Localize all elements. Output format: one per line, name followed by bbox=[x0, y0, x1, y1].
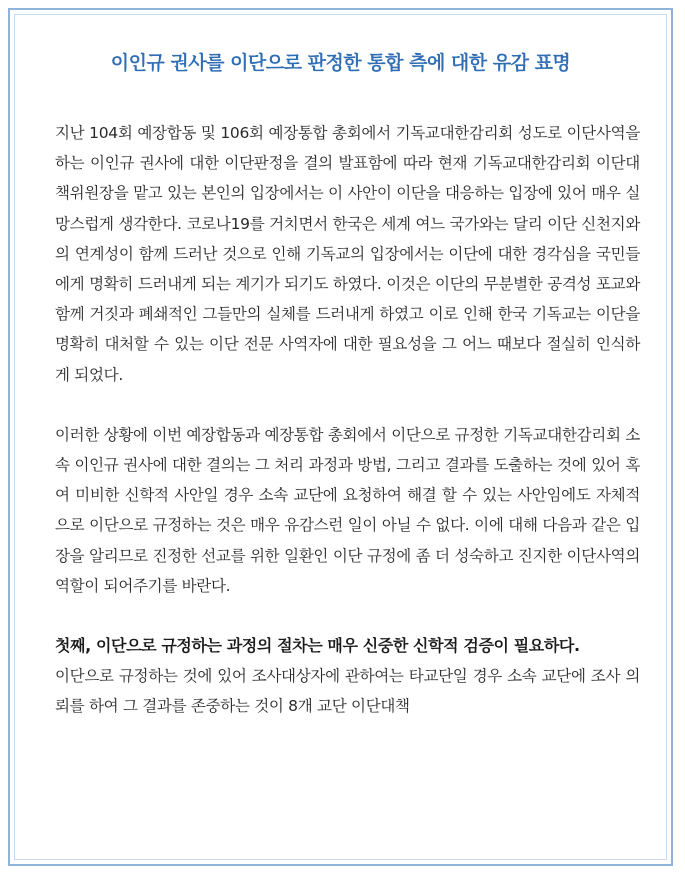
paragraph-2: 이러한 상황에 이번 예장합동과 예장통합 총회에서 이단으로 규정한 기독교대한감리회 소속 이인규 권사에 대한 결의는 그 처리 과정과 방법, 그리고 결과를 도출하는 것에 있어 혹여 미비한 신학적 사안일 경우 소속 교단에 요청하여 해결 할 수 있는 사안임에도 자체적으로 이단으로 규정하는 것은 매우 유감스런 일이 아닐 수 없다. 이에 대해 다음과 같은 입장을 알리므로 진정한 선교를 위한 일환인 이단 규정에 좀 더 성숙하고 진지한 이단사역의 역할이 되어주기를 바란다. bbox=[55, 425, 640, 595]
article-frame bbox=[8, 8, 673, 866]
paragraph-1: 지난 104회 예장합동 및 106회 예장통합 총회에서 기독교대한감리회 성도로 이단사역을 하는 이인규 권사에 대한 이단판정을 결의 발표함에 따라 현재 기독교대한감리회 이단대책위원장을 맡고 있는 본인의 입장에서는 이 사안이 이단을 대응하는 입장에 있어 매우 실망스럽게 생각한다. 코로나19를 거치면서 한국은 세계 여느 국가와는 달리 이단 신천지와의 연계성이 함께 드러난 것으로 인해 기독교의 입장에서는 이단에 대한 경각심을 국민들에게 명확히 드러내게 되는 계기가 되기도 하였다. 이것은 이단의 무분별한 공격성 포교와 함께 거짓과 폐쇄적인 그들만의 실체를 드러내게 하였고 이로 인해 한국 기독교는 이단을 명확히 대처할 수 있는 이단 전문 사역자에 대한 필요성을 그 어느 때보다 절실히 인식하게 되었다. bbox=[55, 124, 641, 384]
section-heading: 첫째, 이단으로 규정하는 과정의 절차는 매우 신중한 신학적 검증이 필요하다. bbox=[55, 636, 580, 656]
article-body bbox=[55, 118, 640, 721]
section-body: 이단으로 규정하는 것에 있어 조사대상자에 관하여는 타교단일 경우 소속 교단에 조사 의뢰를 하여 그 결과를 존중하는 것이 8개 교단 이단대책 bbox=[55, 667, 640, 716]
article-title: 이인규 권사를 이단으로 판정한 통합 측에 대한 유감 표명 bbox=[110, 52, 571, 74]
